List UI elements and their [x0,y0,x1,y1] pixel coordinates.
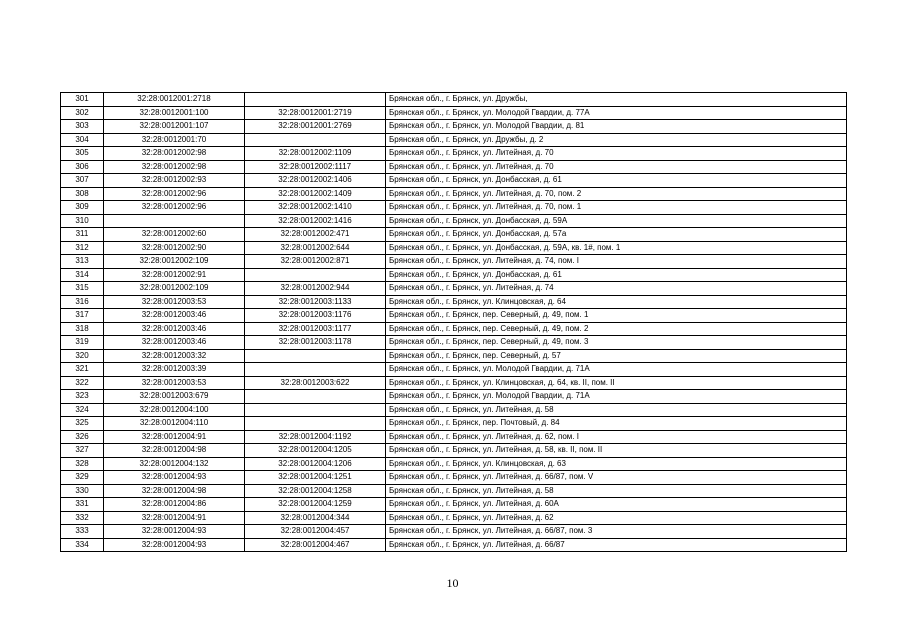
row-number-cell: 319 [61,336,104,350]
building-cadastral-number-cell: 32:28:0012002:1117 [245,160,386,174]
land-cadastral-number-cell [104,214,245,228]
row-number-cell: 332 [61,511,104,525]
address-cell: Брянская обл., г. Брянск, ул. Молодой Гвардии, д. 71А [386,390,847,404]
building-cadastral-number-cell: 32:28:0012002:644 [245,241,386,255]
address-cell: Брянская обл., г. Брянск, ул. Литейная, д. 70, пом. 1 [386,201,847,215]
address-cell: Брянская обл., г. Брянск, ул. Дружбы, д. 2 [386,133,847,147]
land-cadastral-number-cell: 32:28:0012003:53 [104,295,245,309]
land-cadastral-number-cell: 32:28:0012004:93 [104,471,245,485]
table-row [61,390,847,404]
land-cadastral-number-cell: 32:28:0012004:93 [104,525,245,539]
row-number-cell: 301 [61,93,104,107]
address-cell: Брянская обл., г. Брянск, ул. Донбасская, д. 61 [386,268,847,282]
address-cell: Брянская обл., г. Брянск, ул. Дружбы, [386,93,847,107]
building-cadastral-number-cell: 32:28:0012004:1192 [245,430,386,444]
address-cell: Брянская обл., г. Брянск, ул. Литейная, д. 66/87 [386,538,847,552]
table-row [61,255,847,269]
table-row [61,484,847,498]
land-cadastral-number-cell: 32:28:0012004:100 [104,403,245,417]
land-cadastral-number-cell: 32:28:0012003:46 [104,322,245,336]
land-cadastral-number-cell: 32:28:0012003:32 [104,349,245,363]
land-cadastral-number-cell: 32:28:0012004:91 [104,511,245,525]
table-row [61,511,847,525]
row-number-cell: 318 [61,322,104,336]
row-number-cell: 328 [61,457,104,471]
table-row [61,525,847,539]
land-cadastral-number-cell: 32:28:0012002:93 [104,174,245,188]
land-cadastral-number-cell: 32:28:0012003:46 [104,336,245,350]
address-cell: Брянская обл., г. Брянск, ул. Литейная, д. 58, кв. II, пом. II [386,444,847,458]
building-cadastral-number-cell [245,403,386,417]
address-cell: Брянская обл., г. Брянск, ул. Литейная, д. 70 [386,147,847,161]
address-cell: Брянская обл., г. Брянск, ул. Литейная, д. 70 [386,160,847,174]
row-number-cell: 322 [61,376,104,390]
row-number-cell: 306 [61,160,104,174]
address-cell: Брянская обл., г. Брянск, ул. Клинцовская, д. 64 [386,295,847,309]
row-number-cell: 312 [61,241,104,255]
table-row [61,349,847,363]
address-cell: Брянская обл., г. Брянск, пер. Северный, д. 49, пом. 3 [386,336,847,350]
address-cell: Брянская обл., г. Брянск, ул. Молодой Гвардии, д. 77А [386,106,847,120]
building-cadastral-number-cell [245,133,386,147]
row-number-cell: 315 [61,282,104,296]
land-cadastral-number-cell: 32:28:0012004:93 [104,538,245,552]
land-cadastral-number-cell: 32:28:0012004:98 [104,484,245,498]
table-row [61,322,847,336]
building-cadastral-number-cell: 32:28:0012001:2719 [245,106,386,120]
row-number-cell: 310 [61,214,104,228]
building-cadastral-number-cell: 32:28:0012004:1206 [245,457,386,471]
row-number-cell: 323 [61,390,104,404]
address-cell: Брянская обл., г. Брянск, ул. Литейная, д. 66/87, пом. 3 [386,525,847,539]
land-cadastral-number-cell: 32:28:0012003:39 [104,363,245,377]
building-cadastral-number-cell: 32:28:0012002:1409 [245,187,386,201]
building-cadastral-number-cell [245,363,386,377]
row-number-cell: 307 [61,174,104,188]
table-row [61,120,847,134]
building-cadastral-number-cell: 32:28:0012002:471 [245,228,386,242]
land-cadastral-number-cell: 32:28:0012003:679 [104,390,245,404]
building-cadastral-number-cell: 32:28:0012004:1251 [245,471,386,485]
table-row [61,430,847,444]
address-cell: Брянская обл., г. Брянск, ул. Литейная, д. 60А [386,498,847,512]
row-number-cell: 303 [61,120,104,134]
building-cadastral-number-cell [245,268,386,282]
row-number-cell: 331 [61,498,104,512]
address-cell: Брянская обл., г. Брянск, ул. Молодой Гвардии, д. 81 [386,120,847,134]
building-cadastral-number-cell: 32:28:0012004:344 [245,511,386,525]
table-row [61,457,847,471]
row-number-cell: 330 [61,484,104,498]
table-row [61,174,847,188]
row-number-cell: 311 [61,228,104,242]
table-row [61,133,847,147]
building-cadastral-number-cell: 32:28:0012004:467 [245,538,386,552]
row-number-cell: 325 [61,417,104,431]
address-cell: Брянская обл., г. Брянск, пер. Северный, д. 49, пом. 1 [386,309,847,323]
address-cell: Брянская обл., г. Брянск, ул. Литейная, д. 74 [386,282,847,296]
table-row [61,147,847,161]
row-number-cell: 308 [61,187,104,201]
land-cadastral-number-cell: 32:28:0012002:96 [104,187,245,201]
table-row [61,268,847,282]
land-cadastral-number-cell: 32:28:0012004:86 [104,498,245,512]
table-row [61,498,847,512]
row-number-cell: 313 [61,255,104,269]
table-row [61,471,847,485]
address-cell: Брянская обл., г. Брянск, ул. Донбасская, д. 59А, кв. 1#, пом. 1 [386,241,847,255]
row-number-cell: 302 [61,106,104,120]
row-number-cell: 327 [61,444,104,458]
property-table-body [61,93,847,552]
land-cadastral-number-cell: 32:28:0012001:107 [104,120,245,134]
building-cadastral-number-cell: 32:28:0012003:1177 [245,322,386,336]
row-number-cell: 317 [61,309,104,323]
table-row [61,376,847,390]
table-row [61,214,847,228]
land-cadastral-number-cell: 32:28:0012003:53 [104,376,245,390]
address-cell: Брянская обл., г. Брянск, ул. Молодой Гвардии, д. 71А [386,363,847,377]
land-cadastral-number-cell: 32:28:0012002:91 [104,268,245,282]
table-row [61,363,847,377]
land-cadastral-number-cell: 32:28:0012004:91 [104,430,245,444]
land-cadastral-number-cell: 32:28:0012004:132 [104,457,245,471]
row-number-cell: 333 [61,525,104,539]
property-table [60,92,847,552]
table-row [61,309,847,323]
address-cell: Брянская обл., г. Брянск, ул. Литейная, д. 66/87, пом. V [386,471,847,485]
row-number-cell: 321 [61,363,104,377]
land-cadastral-number-cell: 32:28:0012001:2718 [104,93,245,107]
land-cadastral-number-cell: 32:28:0012004:110 [104,417,245,431]
building-cadastral-number-cell: 32:28:0012003:1133 [245,295,386,309]
land-cadastral-number-cell: 32:28:0012002:60 [104,228,245,242]
row-number-cell: 320 [61,349,104,363]
address-cell: Брянская обл., г. Брянск, ул. Литейная, д. 62 [386,511,847,525]
row-number-cell: 324 [61,403,104,417]
building-cadastral-number-cell [245,417,386,431]
address-cell: Брянская обл., г. Брянск, ул. Литейная, д. 74, пом. I [386,255,847,269]
building-cadastral-number-cell: 32:28:0012004:1259 [245,498,386,512]
address-cell: Брянская обл., г. Брянск, ул. Литейная, д. 58 [386,403,847,417]
land-cadastral-number-cell: 32:28:0012003:46 [104,309,245,323]
row-number-cell: 316 [61,295,104,309]
row-number-cell: 309 [61,201,104,215]
table-row [61,336,847,350]
address-cell: Брянская обл., г. Брянск, ул. Литейная, д. 62, пом. I [386,430,847,444]
land-cadastral-number-cell: 32:28:0012002:98 [104,160,245,174]
building-cadastral-number-cell [245,93,386,107]
address-cell: Брянская обл., г. Брянск, пер. Северный, д. 57 [386,349,847,363]
table-row [61,444,847,458]
row-number-cell: 334 [61,538,104,552]
address-cell: Брянская обл., г. Брянск, ул. Клинцовская, д. 64, кв. II, пом. II [386,376,847,390]
building-cadastral-number-cell [245,349,386,363]
row-number-cell: 305 [61,147,104,161]
land-cadastral-number-cell: 32:28:0012002:98 [104,147,245,161]
table-row [61,295,847,309]
table-row [61,106,847,120]
building-cadastral-number-cell: 32:28:0012002:1109 [245,147,386,161]
table-row [61,241,847,255]
page-number: 10 [446,576,459,590]
address-cell: Брянская обл., г. Брянск, пер. Почтовый, д. 84 [386,417,847,431]
address-cell: Брянская обл., г. Брянск, ул. Литейная, д. 58 [386,484,847,498]
table-row [61,417,847,431]
row-number-cell: 326 [61,430,104,444]
table-row [61,282,847,296]
table-row [61,160,847,174]
row-number-cell: 314 [61,268,104,282]
land-cadastral-number-cell: 32:28:0012001:100 [104,106,245,120]
building-cadastral-number-cell: 32:28:0012002:1410 [245,201,386,215]
table-row [61,187,847,201]
building-cadastral-number-cell: 32:28:0012004:1205 [245,444,386,458]
land-cadastral-number-cell: 32:28:0012001:70 [104,133,245,147]
row-number-cell: 329 [61,471,104,485]
building-cadastral-number-cell: 32:28:0012002:1416 [245,214,386,228]
land-cadastral-number-cell: 32:28:0012002:90 [104,241,245,255]
building-cadastral-number-cell: 32:28:0012004:1258 [245,484,386,498]
table-row [61,201,847,215]
row-number-cell: 304 [61,133,104,147]
table-row [61,538,847,552]
building-cadastral-number-cell: 32:28:0012002:871 [245,255,386,269]
building-cadastral-number-cell: 32:28:0012002:1406 [245,174,386,188]
land-cadastral-number-cell: 32:28:0012002:96 [104,201,245,215]
address-cell: Брянская обл., г. Брянск, пер. Северный, д. 49, пом. 2 [386,322,847,336]
building-cadastral-number-cell: 32:28:0012001:2769 [245,120,386,134]
land-cadastral-number-cell: 32:28:0012002:109 [104,255,245,269]
building-cadastral-number-cell: 32:28:0012002:944 [245,282,386,296]
building-cadastral-number-cell: 32:28:0012003:622 [245,376,386,390]
building-cadastral-number-cell [245,390,386,404]
table-row [61,403,847,417]
building-cadastral-number-cell: 32:28:0012003:1178 [245,336,386,350]
address-cell: Брянская обл., г. Брянск, ул. Донбасская, д. 57а [386,228,847,242]
address-cell: Брянская обл., г. Брянск, ул. Клинцовская, д. 63 [386,457,847,471]
land-cadastral-number-cell: 32:28:0012002:109 [104,282,245,296]
building-cadastral-number-cell: 32:28:0012003:1176 [245,309,386,323]
land-cadastral-number-cell: 32:28:0012004:98 [104,444,245,458]
table-row [61,93,847,107]
address-cell: Брянская обл., г. Брянск, ул. Донбасская, д. 59А [386,214,847,228]
table-row [61,228,847,242]
address-cell: Брянская обл., г. Брянск, ул. Литейная, д. 70, пом. 2 [386,187,847,201]
address-cell: Брянская обл., г. Брянск, ул. Донбасская, д. 61 [386,174,847,188]
building-cadastral-number-cell: 32:28:0012004:457 [245,525,386,539]
